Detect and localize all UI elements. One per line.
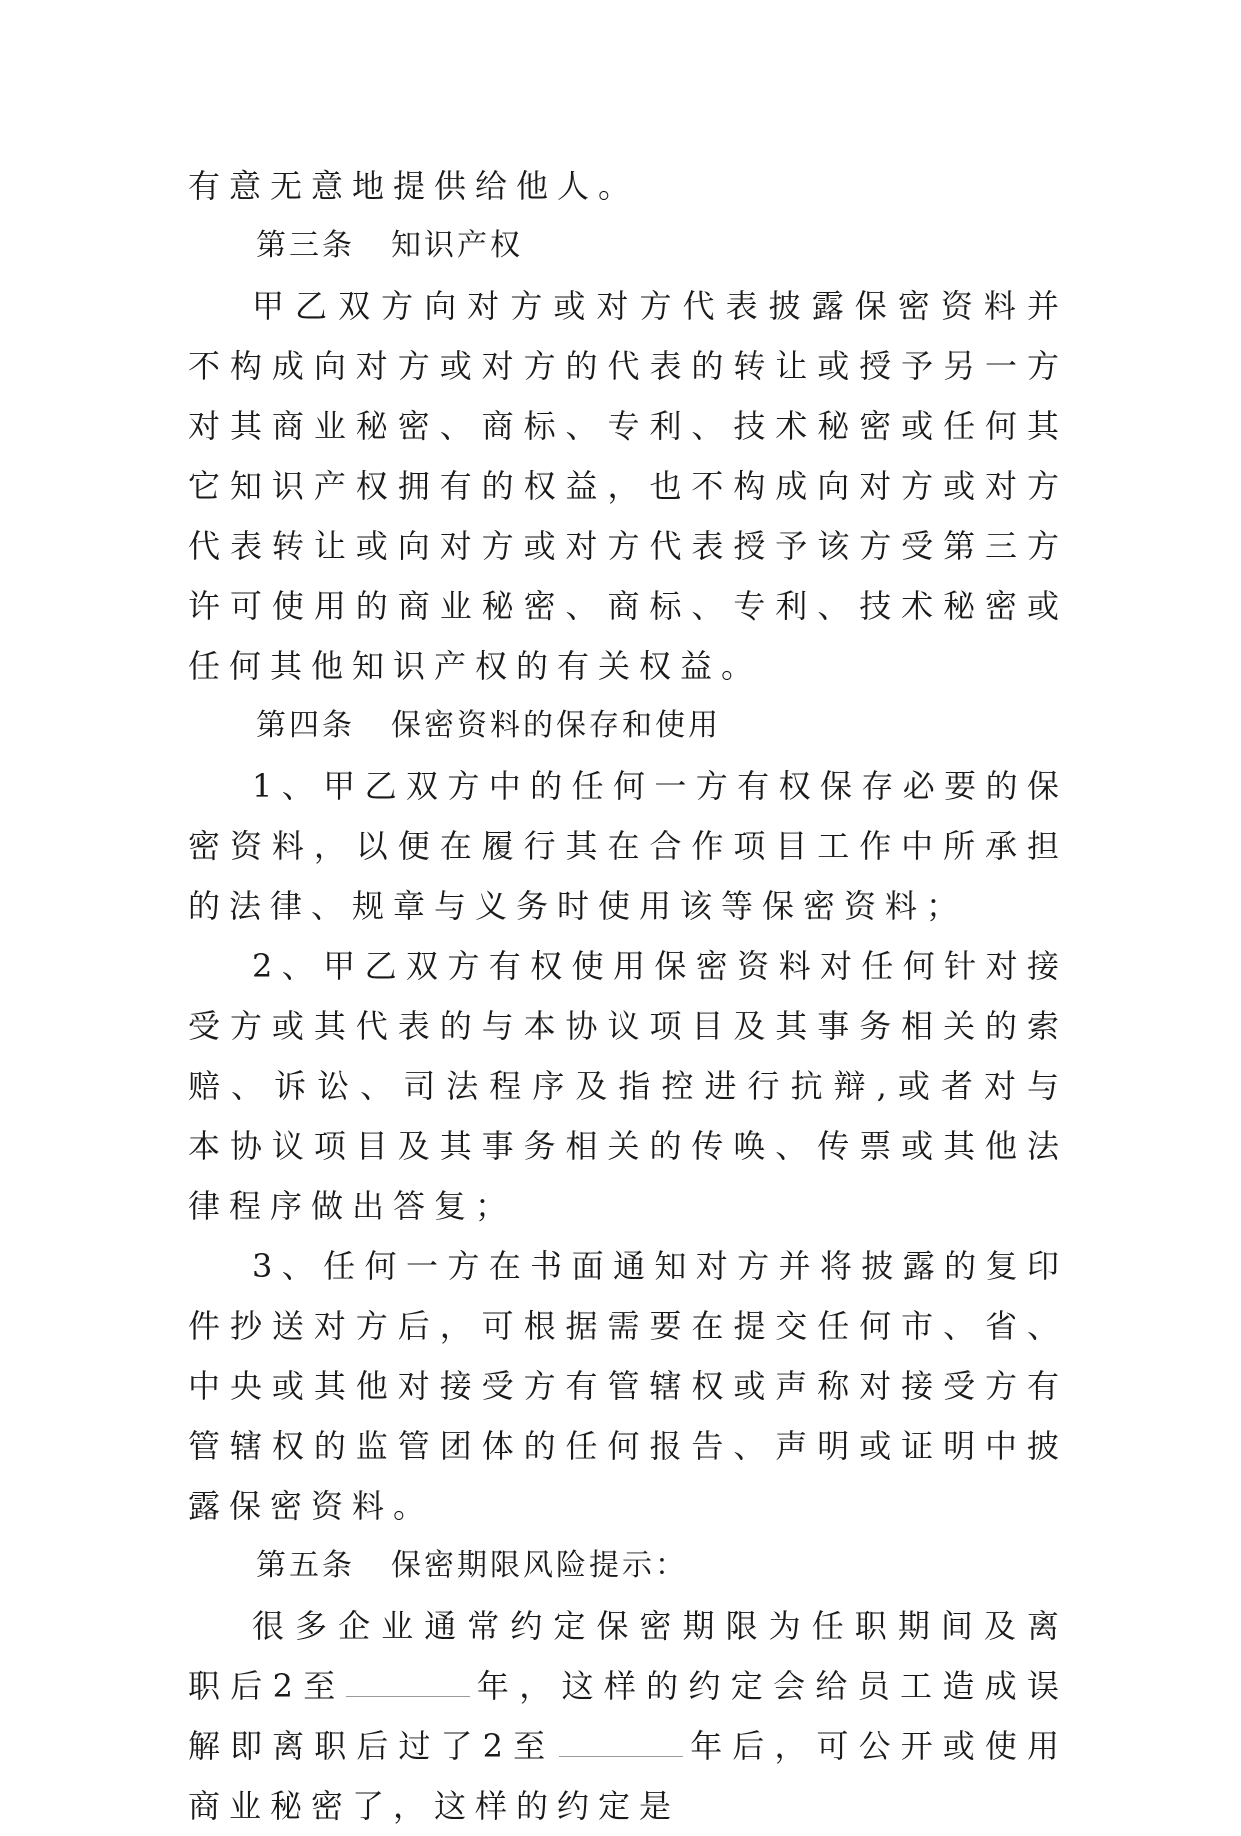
- fill-in-blank-1[interactable]: [346, 1666, 470, 1697]
- article-4-number: 第四条: [256, 708, 355, 743]
- article-3-number: 第三条: [256, 228, 355, 263]
- article-5-number: 第五条: [256, 1548, 355, 1583]
- period-text-b: 年，这样的约定会给员工造成误解即离职后过了2至: [188, 1667, 1068, 1765]
- paragraph-item-1: 1、甲乙双方中的任何一方有权保存必要的保密资料，以便在履行其在合作项目工作中所承担的法律、规章与义务时使用该等保密资料；: [188, 767, 1068, 925]
- document-page: [188, 156, 1068, 1836]
- paragraph-continuation: 有意无意地提供给他人。: [188, 167, 640, 205]
- article-5-heading: [188, 1536, 1068, 1596]
- period-text-a: 很多企业通常约定保密期限为任职期间及离职后2至: [188, 1607, 1068, 1705]
- article-5-title: 保密期限风险提示：: [391, 1548, 688, 1583]
- article-4-title: 保密资料的保存和使用: [391, 708, 721, 743]
- paragraph-item-2: 2、甲乙双方有权使用保密资料对任何针对接受方或其代表的与本协议项目及其事务相关的索赔、诉讼、司法程序及指控进行抗辩,或者对与本协议项目及其事务相关的传唤、传票或其他法律程序做出答复；: [188, 947, 1068, 1225]
- article-4-heading: [188, 696, 1068, 756]
- article-3-title: 知识产权: [391, 228, 523, 263]
- fill-in-blank-2[interactable]: [559, 1726, 683, 1757]
- paragraph-intellectual-property: 甲乙双方向对方或对方代表披露保密资料并不构成向对方或对方的代表的转让或授予另一方对其商业秘密、商标、专利、技术秘密或任何其它知识产权拥有的权益，也不构成向对方或对方代表转让或向对方或对方代表授予该方受第三方许可使用的商业秘密、商标、专利、技术秘密或任何其他知识产权的有关权益。: [188, 287, 1068, 685]
- period-text-c: 年后，可公开或使用商业秘密了，这样的约定是: [188, 1727, 1068, 1825]
- paragraph-confidentiality-period: [188, 1596, 1068, 1836]
- article-3-heading: [188, 216, 1068, 276]
- paragraph-item-3: 3、任何一方在书面通知对方并将披露的复印件抄送对方后，可根据需要在提交任何市、省、中央或其他对接受方有管辖权或声称对接受方有管辖权的监管团体的任何报告、声明或证明中披露保密资料。: [188, 1247, 1068, 1525]
